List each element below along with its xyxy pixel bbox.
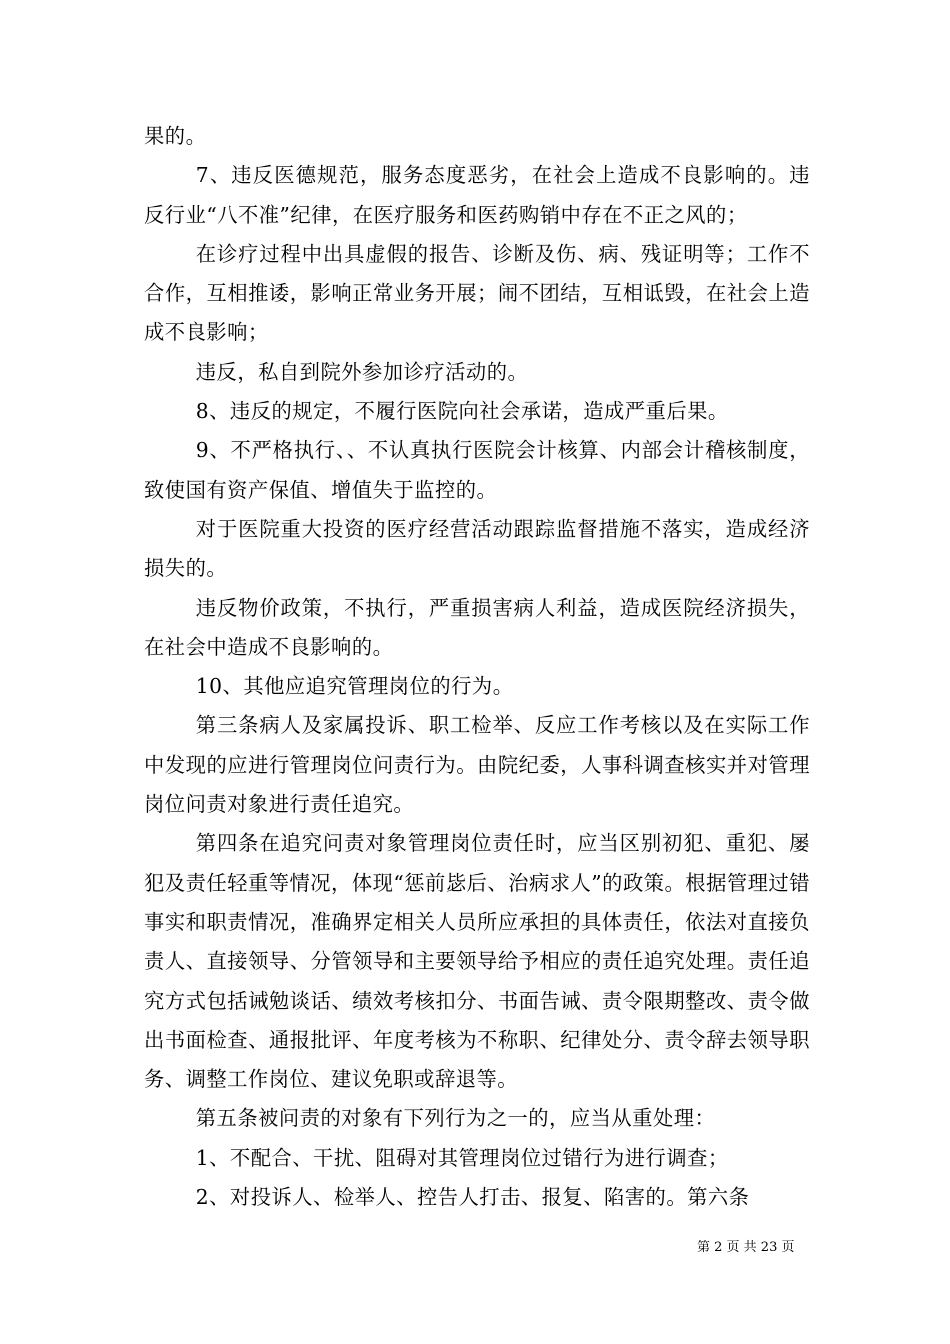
paragraph: 9、不严格执行、、不认真执行医院会计核算、内部会计稽核制度，致使国有资产保值、增值失于监控的。 bbox=[144, 438, 810, 502]
page-number-footer: 第 2 页 共 23 页 bbox=[697, 1240, 795, 1255]
paragraph: 7、违反医德规范，服务态度恶劣，在社会上造成不良影响的。违反行业“八不准”纪律，在医疗服务和医药购销中存在不正之风的； bbox=[144, 163, 810, 227]
paragraph: 果的。 bbox=[144, 124, 207, 148]
paragraph: 8、违反的规定，不履行医院向社会承诺，造成严重后果。 bbox=[195, 399, 729, 424]
paragraph: 违反，私自到院外参加诊疗活动的。 bbox=[195, 359, 529, 384]
paragraph: 在诊疗过程中出具虚假的报告、诊断及伤、病、残证明等；工作不合作，互相推诿，影响正常业务开展；闹不团结，互相诋毁，在社会上造成不良影响； bbox=[144, 241, 810, 345]
paragraph: 1、不配合、干扰、阻碍对其管理岗位过错行为进行调查； bbox=[195, 1145, 729, 1170]
paragraph: 第三条病人及家属投诉、职工检举、反应工作考核以及在实际工作中发现的应进行管理岗位问责行为。由院纪委，人事科调查核实并对管理岗位问责对象进行责任追究。 bbox=[144, 713, 810, 817]
paragraph: 第五条被问责的对象有下列行为之一的，应当从重处理： bbox=[195, 1106, 716, 1131]
paragraph: 对于医院重大投资的医疗经营活动跟踪监督措施不落实，造成经济损失的。 bbox=[144, 516, 810, 581]
document-body bbox=[144, 117, 810, 1217]
paragraph: 第四条在追究问责对象管理岗位责任时，应当区别初犯、重犯、屡犯及责任轻重等情况，体现“惩前毖后、治病求人”的政策。根据管理过错事实和职责情况，准确界定相关人员所应承担的具体责任，依法对直接负责人、直接领导、分管领导和主要领导给予相应的责任追究处理。责任追究方式包括诫勉谈话、绩效考核扣分、书面告诫、责令限期整改、责令做出书面检查、通报批评、年度考核为不称职、纪律处分、责令辞去领导职务、调整工作岗位、建议免职或辞退等。 bbox=[144, 831, 810, 1092]
paragraph: 2、对投诉人、检举人、控告人打击、报复、陷害的。第六条 bbox=[195, 1185, 750, 1210]
paragraph: 违反物价政策，不执行，严重损害病人利益，造成医院经济损失，在社会中造成不良影响的。 bbox=[144, 595, 810, 659]
paragraph: 10、其他应追究管理岗位的行为。 bbox=[195, 674, 514, 699]
